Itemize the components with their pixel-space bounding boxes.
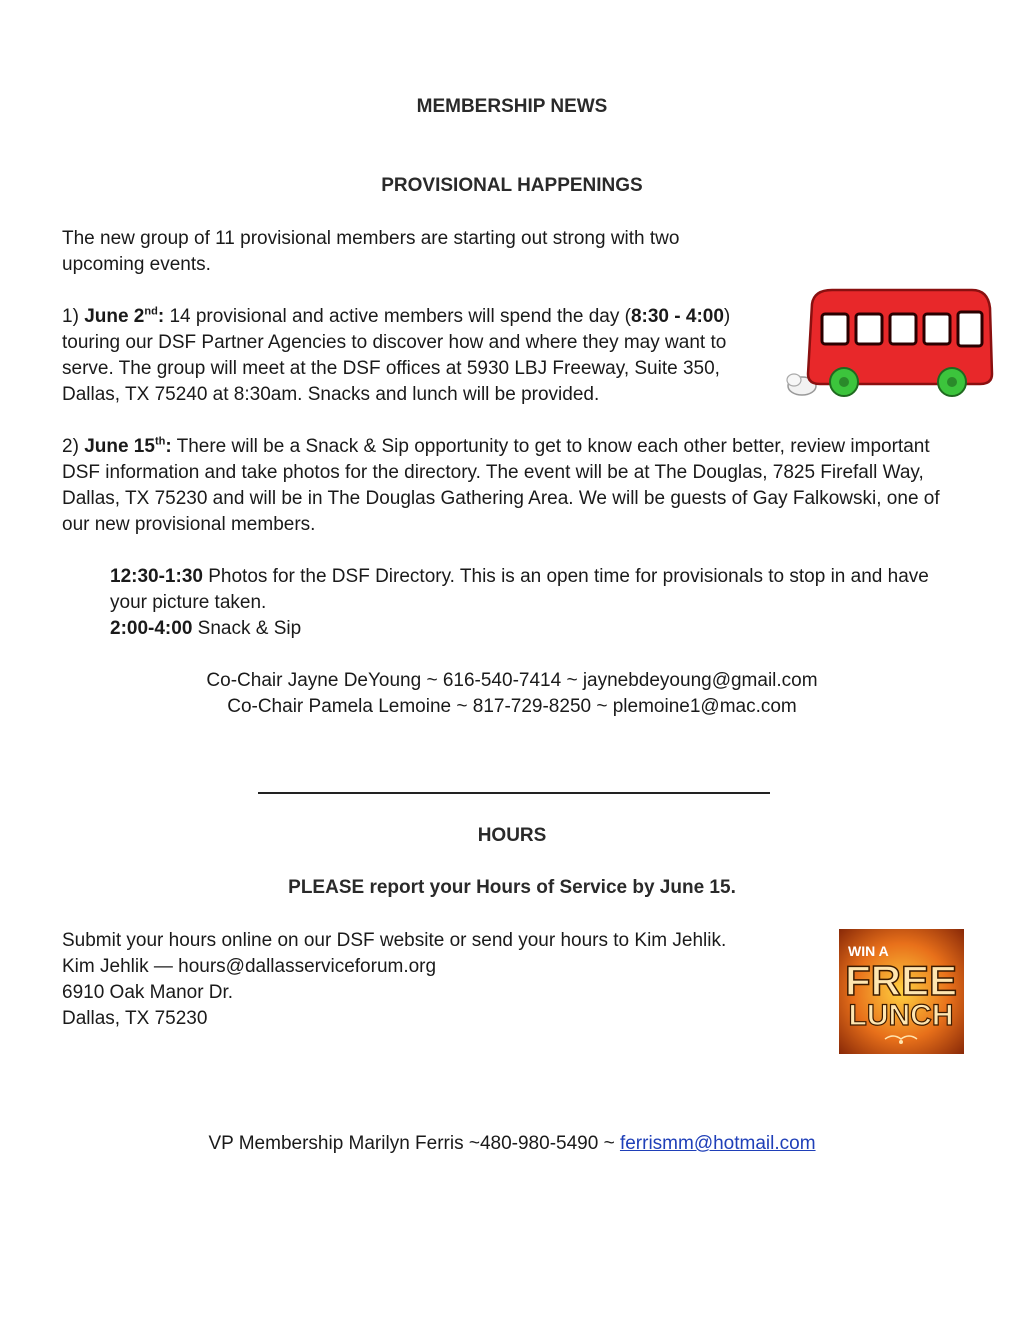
hours-submission-block — [62, 928, 822, 1032]
event-2-paragraph — [62, 434, 962, 538]
footer-email-link[interactable]: ferrismm@hotmail.com — [619, 1133, 816, 1154]
schedule-time: 2:00-4:00 — [110, 618, 193, 639]
provisional-happenings-title: PROVISIONAL HAPPENINGS — [381, 175, 643, 196]
badge-top-text: WIN A — [848, 943, 889, 959]
co-chair-contact: Co-Chair Pamela Lemoine ~ 817-729-8250 ~ plemoine1@mac.com — [227, 696, 797, 717]
hours-notice: PLEASE report your Hours of Service by June 15. — [288, 877, 736, 898]
event-2-colon: : — [165, 436, 172, 457]
event-2-text: There will be a Snack & Sip opportunity to get to know each other better, review important DSF information and take photos for the directory. The event will be at The Douglas, 7825 Firefall Way, Dallas, TX 75230 and will be in The Douglas Gathering Area. We will be guests of Gay Falkowski, one of our new provisional members. — [62, 436, 940, 535]
hours-title: HOURS — [477, 825, 547, 846]
hours-line: 6910 Oak Manor Dr. — [62, 982, 234, 1003]
event-2-number: 2) — [62, 436, 85, 457]
footer-contact — [0, 1131, 1024, 1157]
event-1-text-a: 14 provisional and active members will spend the day ( — [164, 306, 631, 327]
event-1-paragraph — [62, 304, 774, 408]
hours-line: Submit your hours online on our DSF website or send your hours to Kim Jehlik. — [62, 930, 727, 951]
hours-line: Kim Jehlik — hours@dallasserviceforum.org — [62, 956, 437, 977]
schedule-item — [110, 616, 940, 642]
schedule-block — [110, 564, 940, 642]
intro-paragraph: The new group of 11 provisional members are starting out strong with two upcoming events. — [62, 228, 680, 275]
event-1-number: 1) — [62, 306, 85, 327]
schedule-time: 12:30-1:30 — [110, 566, 203, 587]
membership-news-title: MEMBERSHIP NEWS — [416, 96, 608, 117]
event-1-text-b: ) touring our DSF Partner Agencies to discover how and where they may want to serve. The group will meet at the DSF offices at 5930 LBJ Freeway, Suite 350, Dallas, TX 75240 at 8:30am. Snacks and lunch will be provided. — [62, 306, 731, 405]
badge-bottom-text: LUNCH — [848, 999, 954, 1032]
free-lunch-badge-icon — [839, 929, 964, 1054]
hours-line: Dallas, TX 75230 — [62, 1008, 208, 1029]
event-1-time: 8:30 - 4:00 — [630, 306, 724, 327]
event-2-date: June 15 — [84, 436, 155, 457]
event-1-colon: : — [157, 306, 165, 327]
schedule-text: Snack & Sip — [192, 618, 302, 639]
event-2-date-suffix: th — [154, 435, 166, 448]
footer-text: VP Membership Marilyn Ferris ~480-980-5490 ~ — [208, 1133, 620, 1154]
section-divider — [258, 792, 770, 794]
schedule-item — [110, 564, 940, 616]
schedule-text: Photos for the DSF Directory. This is an open time for provisionals to stop in and have your picture taken. — [110, 566, 929, 613]
bus-icon — [782, 282, 994, 402]
badge-mid-text: FREE — [844, 957, 958, 1004]
event-1-date: June 2 — [84, 306, 145, 327]
event-1-date-suffix: nd — [144, 305, 158, 318]
co-chair-contact: Co-Chair Jayne DeYoung ~ 616-540-7414 ~ jaynebdeyoung@gmail.com — [206, 670, 818, 691]
